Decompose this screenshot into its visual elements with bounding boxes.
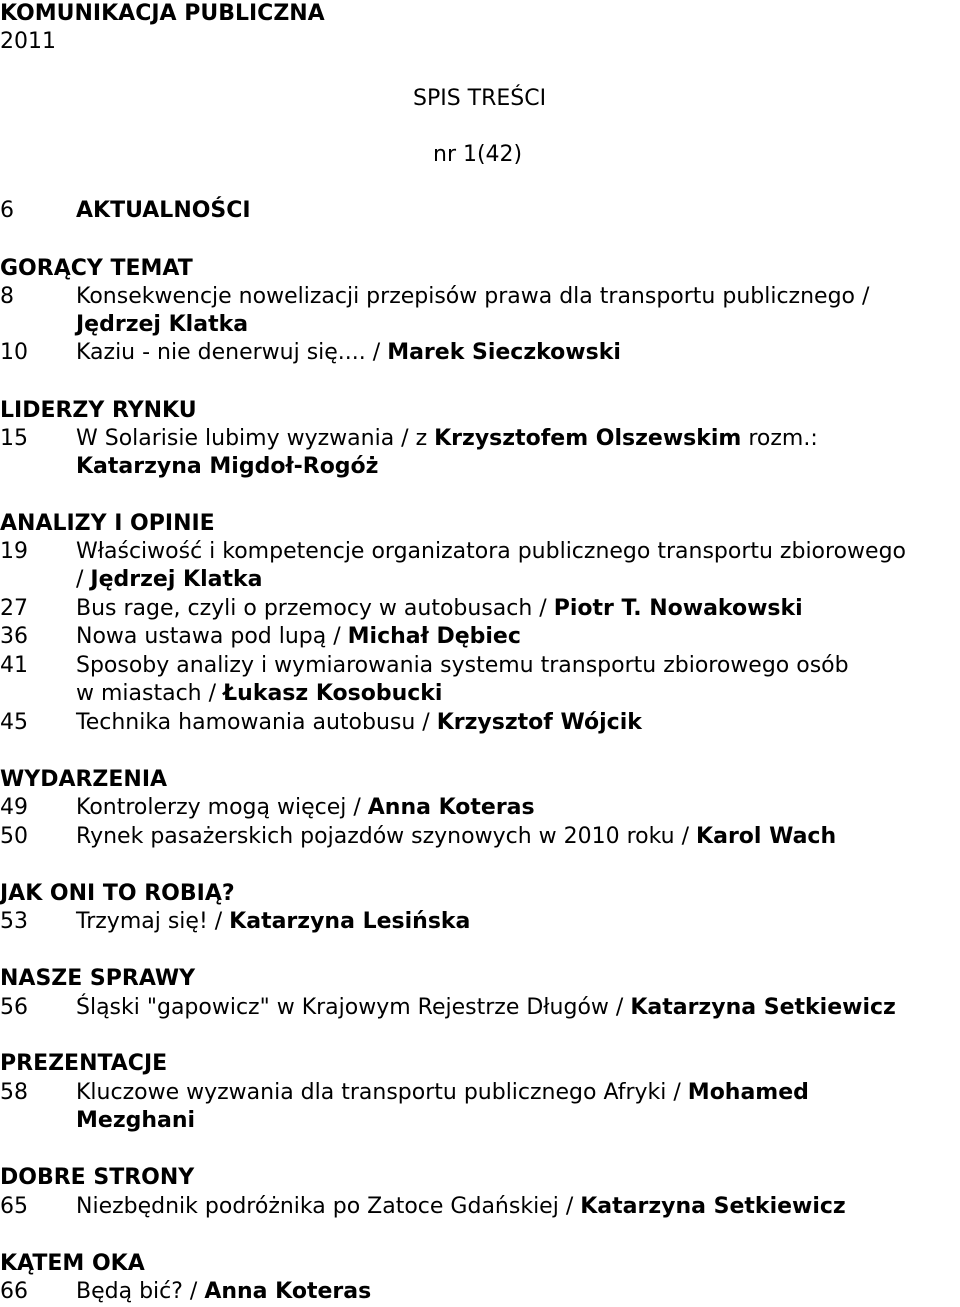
article-author: Marek Sieczkowski (387, 340, 621, 365)
article-entry (76, 680, 442, 708)
page-number: 10 (0, 340, 28, 365)
section-heading-jak-oni: JAK ONI TO ROBIĄ? (0, 881, 235, 906)
article-title: Nowa ustawa pod lupą / (76, 624, 341, 649)
article-entry (76, 1079, 809, 1107)
article-entry (76, 794, 535, 822)
article-author: Anna Koteras (367, 795, 535, 820)
article-title: W Solarisie lubimy wyzwania / z (76, 426, 428, 451)
article-author: Katarzyna Lesińska (229, 909, 471, 934)
article-entry (76, 994, 896, 1022)
page-number: 66 (0, 1279, 28, 1304)
article-title: Kontrolerzy mogą więcej / (76, 795, 361, 820)
page-number: 53 (0, 909, 28, 934)
page-number: 36 (0, 624, 28, 649)
page-number: 49 (0, 795, 28, 820)
page-number: 8 (0, 284, 14, 309)
section-heading-prezentacje: PREZENTACJE (0, 1051, 168, 1076)
section-heading-dobre-strony: DOBRE STRONY (0, 1165, 195, 1190)
page-number: 27 (0, 596, 28, 621)
article-entry (76, 339, 621, 367)
article-entry (76, 623, 521, 651)
article-title: Niezbędnik podróżnika po Zatoce Gdańskiej / (76, 1194, 574, 1219)
year: 2011 (0, 29, 56, 54)
page-number: 19 (0, 539, 28, 564)
section-heading-goracy-temat: GORĄCY TEMAT (0, 256, 193, 281)
article-entry (76, 566, 262, 594)
issue-number: nr 1(42) (433, 142, 523, 167)
page-number: 6 (0, 198, 14, 223)
article-title: Rynek pasażerskich pojazdów szynowych w 2010 roku / (76, 824, 690, 849)
page-number: 58 (0, 1080, 28, 1105)
article-entry (76, 1278, 371, 1306)
article-title: Bus rage, czyli o przemocy w autobusach / (76, 596, 547, 621)
section-heading-aktualnosci: AKTUALNOŚCI (76, 198, 251, 223)
article-title-cont: / (76, 567, 84, 592)
article-title-cont: w miastach / (76, 681, 217, 706)
article-author: Jędrzej Klatka (90, 567, 263, 592)
section-heading-nasze-sprawy: NASZE SPRAWY (0, 966, 196, 991)
article-entry (76, 709, 642, 737)
toc-label: SPIS TREŚCI (413, 86, 547, 111)
page-number: 56 (0, 995, 28, 1020)
section-heading-analizy: ANALIZY I OPINIE (0, 511, 215, 536)
article-author: Mohamed (687, 1080, 809, 1105)
article-title-suffix: rozm.: (748, 426, 818, 451)
article-author: Katarzyna Setkiewicz (580, 1194, 846, 1219)
article-entry (76, 595, 803, 623)
article-author: Jędrzej Klatka (76, 312, 249, 337)
article-author: Krzysztof Wójcik (436, 710, 642, 735)
article-title: Kluczowe wyzwania dla transportu publicznego Afryki / (76, 1080, 681, 1105)
magazine-title: KOMUNIKACJA PUBLICZNA (0, 1, 325, 26)
interviewee: Krzysztofem Olszewskim (434, 426, 742, 451)
section-heading-katem-oka: KĄTEM OKA (0, 1251, 145, 1276)
article-entry (76, 908, 470, 936)
article-title: Kaziu - nie denerwuj się.... / (76, 340, 381, 365)
article-author: Katarzyna Migdoł-Rogóż (76, 454, 379, 479)
article-entry (76, 823, 836, 851)
article-author: Piotr T. Nowakowski (553, 596, 803, 621)
article-author: Katarzyna Setkiewicz (630, 995, 896, 1020)
article-author: Michał Dębiec (347, 624, 521, 649)
article-entry (76, 425, 818, 453)
article-title: Właściwość i kompetencje organizatora publicznego transportu zbiorowego (76, 539, 906, 564)
section-heading-wydarzenia: WYDARZENIA (0, 767, 168, 792)
article-title: Konsekwencje nowelizacji przepisów prawa dla transportu publicznego / (76, 284, 870, 309)
article-title: Technika hamowania autobusu / (76, 710, 430, 735)
article-author: Łukasz Kosobucki (223, 681, 443, 706)
article-author: Anna Koteras (204, 1279, 372, 1304)
page-number: 45 (0, 710, 28, 735)
article-title: Trzymaj się! / (76, 909, 223, 934)
article-author-cont: Mezghani (76, 1108, 196, 1133)
page-number: 15 (0, 426, 28, 451)
article-author: Karol Wach (696, 824, 837, 849)
article-title: Śląski "gapowicz" w Krajowym Rejestrze Długów / (76, 995, 624, 1020)
page-number: 41 (0, 653, 28, 678)
page-number: 65 (0, 1194, 28, 1219)
article-entry (76, 1193, 846, 1221)
article-title: Sposoby analizy i wymiarowania systemu transportu zbiorowego osób (76, 653, 849, 678)
page-number: 50 (0, 824, 28, 849)
article-title: Będą bić? / (76, 1279, 198, 1304)
section-heading-liderzy-rynku: LIDERZY RYNKU (0, 398, 197, 423)
